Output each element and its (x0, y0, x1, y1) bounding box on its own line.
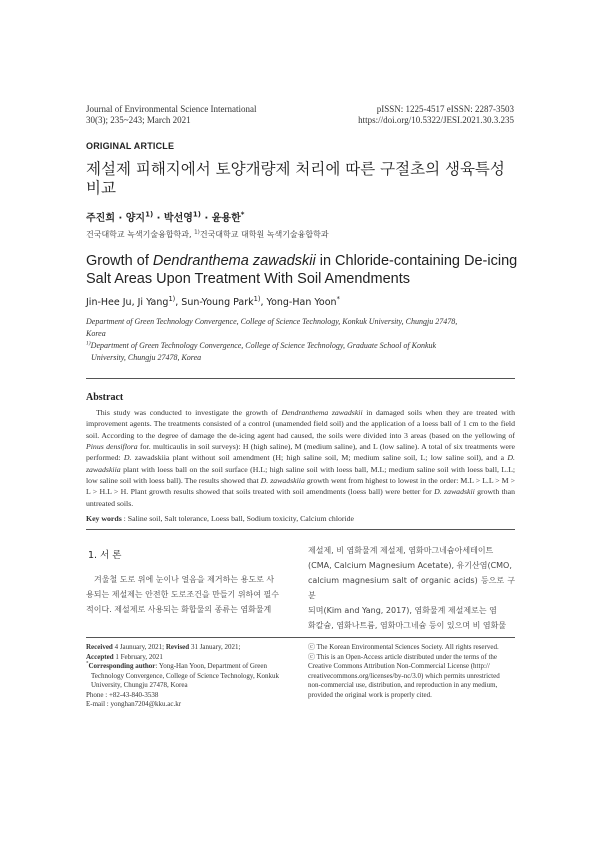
footnote-right (308, 643, 515, 700)
text-line: 제설제, 비 염화물계 제설제, 염화마그네슘아세테이트 (308, 546, 494, 555)
abstract-text: zawadskiia plant without soil amendment (H; high saline soil, M; medium saline soil, L; low saline soil), and a (131, 453, 508, 463)
intro-right-column (308, 543, 515, 633)
abstract-text: This study was conducted to investigate the growth of (96, 408, 282, 417)
text-line: 되며(Kim and Yang, 2017), 염화물계 제설제로는 염 (308, 606, 497, 615)
author-sup: * (336, 294, 340, 303)
korean-authors (86, 209, 244, 224)
species-name: D. zawadskiia (260, 476, 305, 486)
journal-issue: 30(3); 235~243; March 2021 (86, 115, 191, 125)
license-text: Creative Commons Attribution Non-Commercial License (http:// (308, 662, 490, 670)
author-names-1: Jin-Hee Ju, Ji Yang (86, 297, 169, 308)
author-names-3: , Yong-Han Yoon (260, 297, 337, 308)
species-name: Dendranthema zawadskii (281, 408, 363, 417)
received-label: Received (86, 643, 113, 651)
affiliation-1-line2: Korea (86, 329, 106, 338)
journal-header-left (86, 104, 256, 126)
accepted-date: 1 February, 2021 (113, 652, 163, 661)
abstract-text: growth went from highest to lowest in the order: M.L > L.L > M > L > H.L > H. Plant growth results showed that soils treated with soil amendments (loess ball) were better for (86, 476, 515, 497)
author-separator: · (153, 213, 164, 224)
english-title-line1 (86, 252, 526, 270)
author-sup: 1) (253, 294, 261, 303)
affiliation-main: 건국대학교 녹색기술융합학과, (86, 230, 195, 239)
species-name: D. zawadskiia (86, 453, 515, 474)
english-title-line2: Salt Areas Upon Treatment With Soil Amendments (86, 271, 410, 287)
corresponding-text: University, Chungju 27478, Korea (91, 681, 188, 689)
affiliation-2-sup: 1) (86, 340, 91, 347)
text-line: 화칼슘, 염화나트륨, 염화마그네슘 등이 있으며 비 염화물 (308, 621, 507, 630)
text-line: 겨울철 도로 위에 눈이나 얼음을 제거하는 용도로 사 (94, 575, 275, 584)
author-3: 박선영 (163, 213, 193, 224)
abstract-text: for. multicaulis in soil surveys): H (high saline), M (medium saline), and L (low saline). A total of six treatments were performed: (86, 442, 515, 463)
doi-link[interactable]: https://doi.org/10.5322/JESI.2021.30.3.235 (358, 115, 514, 125)
author-separator: · (200, 213, 212, 224)
abstract-body (86, 407, 515, 509)
license-link[interactable]: creativecommons.org/licenses/by-nc/3.0) which permits unrestricted (308, 671, 500, 680)
issn: pISSN: 1225-4517 eISSN: 2287-3503 (376, 104, 514, 114)
article-type: ORIGINAL ARTICLE (86, 141, 175, 151)
title-suffix: in Chloride-containing De-icing (315, 253, 518, 269)
keywords-text: : Saline soil, Salt tolerance, Loess ball, Sodium toxicity, Calcium chloride (121, 514, 355, 523)
affiliation-1-line1: Department of Green Technology Convergence, College of Science Technology, Konkuk University, Chungju 27478, (86, 317, 458, 326)
abstract-heading: Abstract (86, 392, 124, 403)
text-line: (CMA, Calcium Magnesium Acetate), 유기산염(CMO, (308, 561, 512, 570)
corresponding-sup: * (86, 661, 89, 667)
journal-header-right (358, 104, 514, 126)
corresponding-label: Corresponding author (88, 662, 156, 670)
accepted-label: Accepted (86, 652, 114, 661)
english-affiliation-2 (86, 340, 516, 364)
corresponding-line (86, 662, 294, 672)
license-text: non-commercial use, distribution, and reproduction in any medium, (308, 681, 498, 689)
keywords-label: Key words (86, 514, 122, 523)
accepted-line (86, 653, 294, 663)
species-name: D. (123, 453, 132, 463)
species-name: D. zawadskii (434, 487, 475, 497)
license-text: provided the original work is properly cited. (308, 690, 432, 699)
author-1: 주진희 (86, 213, 115, 224)
intro-left-column (86, 572, 293, 617)
english-title (86, 252, 526, 288)
title-prefix: Growth of (86, 253, 153, 269)
corresponding-text: : Yong-Han Yoon, Department of Green (155, 662, 268, 670)
korean-title (86, 160, 526, 198)
section-heading: 1. 서 론 (88, 550, 122, 561)
footnote-left (86, 643, 294, 710)
author-4-sup: * (240, 210, 245, 219)
english-affiliation-1 (86, 316, 516, 340)
species-name: Pinus densiflora (86, 442, 138, 452)
corresponding-text: Technology Convergence, College of Science Technology, Konkuk (91, 671, 280, 680)
text-line: 용되는 제설제는 안전한 도로조건을 만들기 위하여 필수 (86, 590, 279, 599)
copyright: ⓒ The Korean Environmental Sciences Society. All rights reserved. (308, 643, 499, 651)
korean-title-line2: 비교 (86, 179, 116, 197)
license-text: ⓒ This is an Open-Access article distributed under the terms of the (308, 652, 498, 661)
received-date: 4 Jaunuary, 2021; (112, 643, 166, 651)
journal-name: Journal of Environmental Science International (86, 104, 257, 114)
abstract-text: plant with loess ball on the soil surface (H.L; high saline soil with loess ball, M.L; medium saline soil with loess ball, L.L; low saline soil with loess ball). The results showed that (86, 464, 515, 486)
affiliation-2-line1 (86, 340, 516, 352)
abstract-text: growth than untreated soils. (86, 487, 515, 508)
author-3-sup: 1) (192, 210, 201, 219)
affiliation-2-line2: University, Chungju 27478, Korea (91, 353, 202, 362)
abstract-paragraph (86, 407, 515, 509)
divider (86, 378, 515, 379)
korean-affiliation (86, 229, 329, 240)
divider (86, 529, 515, 530)
revised-label: Revised (165, 643, 190, 651)
abstract-text: in damaged soils when they are treated with improvement agents. The treatments consisted of a control (unamended field soil) and the application of a loess ball of 1 cm to the field soil. According to the degree of damage the de-icing agent had caused, the soils were divided into 3 areas (based on the yellowing of (86, 408, 515, 440)
affiliation-sup: 1) (194, 229, 200, 236)
author-sup: 1) (168, 294, 176, 303)
author-2: 양지 (125, 213, 146, 224)
author-4: 윤용한 (211, 213, 241, 224)
phone: Phone : +82-43-840-3538 (86, 690, 159, 699)
text-line: 적이다. 제설제로 사용되는 화합물의 종류는 염화물계 (86, 605, 272, 614)
text-line: calcium magnesium salt of organic acids) 등으로 구분 (308, 576, 515, 600)
revised-date: 31 January, 2021; (189, 643, 241, 651)
affiliation-2-text: Department of Green Technology Convergence, College of Science Technology, Graduate School of Konkuk (90, 341, 437, 350)
english-authors (86, 294, 340, 308)
author-separator: · (114, 213, 126, 224)
title-species: Dendranthema zawadskii (152, 253, 316, 269)
author-names-2: , Sun-Young Park (175, 297, 254, 308)
author-2-sup: 1) (145, 210, 154, 219)
affiliation-grad: 건국대학교 대학원 녹색기술융합학과 (199, 230, 329, 239)
email-link[interactable]: E-mail : yonghan7204@kku.ac.kr (86, 700, 182, 708)
dates-line (86, 643, 294, 653)
korean-title-line1: 제설제 피해지에서 토양개량제 처리에 따른 구절초의 생육특성 (86, 160, 505, 178)
keywords (86, 514, 515, 523)
footnote-divider (86, 637, 515, 638)
